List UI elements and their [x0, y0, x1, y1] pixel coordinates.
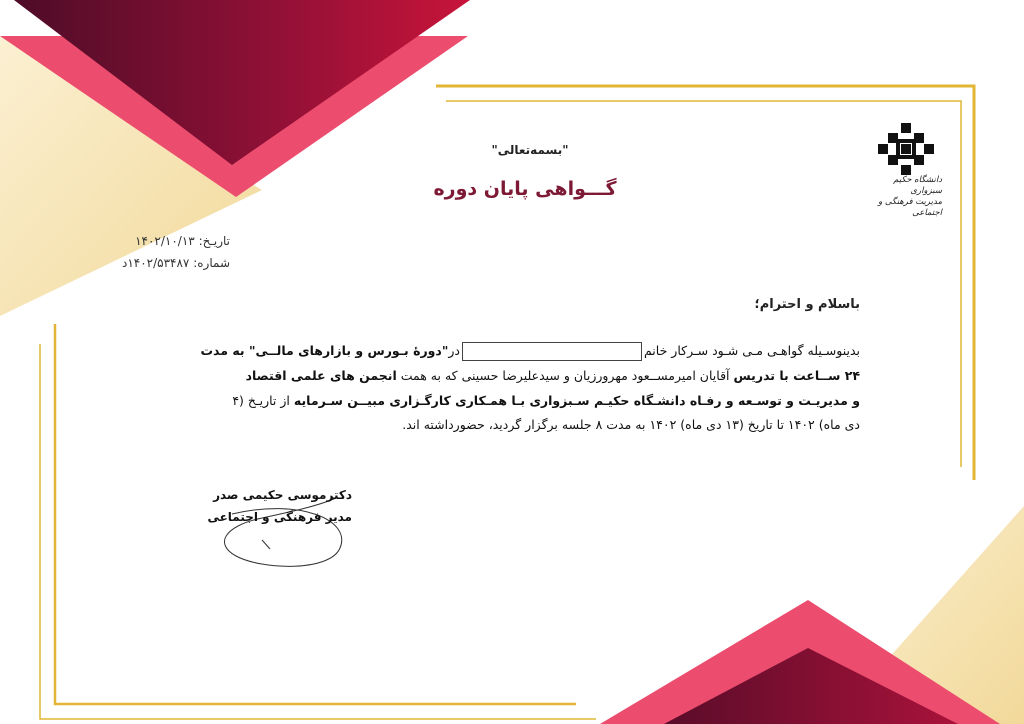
certificate-title: گـــواهی پایان دوره	[433, 178, 617, 200]
body-text: از تاریـخ (۴	[232, 393, 290, 408]
signatory-title: مدیر فرهنگی و اجتماعی	[207, 510, 352, 524]
number-line	[60, 256, 230, 270]
organizer-details: و مدیریـت و توسـعه و رفـاه دانشـگاه حکیـم سـبزواری بـا همـکاری کارگـزاری مبیــن سـرمایه	[293, 393, 860, 408]
university-emblem-icon	[878, 123, 934, 175]
signature-scribble	[224, 498, 341, 566]
redacted-name-box	[462, 342, 642, 361]
date-value: ۱۴۰۲/۱۰/۱۳	[135, 234, 195, 248]
course-duration: ۲۴ ســاعت با تدریس	[733, 368, 860, 383]
body-line-2	[245, 368, 860, 383]
body-line-4	[330, 417, 860, 432]
university-name: دانشگاه حکیم سبزواری	[893, 175, 942, 196]
university-logo	[862, 123, 942, 219]
course-name: "دورۀ بـورس و بازارهای مالــی" به مدت	[200, 343, 449, 358]
body-text: دی ماه) ۱۴۰۲ تا تاریخ (۱۳ دی ماه) ۱۴۰۲ به مدت ۸ جلسه برگزار گردید، حضورداشته اند.	[402, 417, 860, 432]
date-line	[60, 234, 230, 248]
signatory-name: دکترموسی حکیمی صدر	[213, 488, 352, 502]
body-text: آقایان امیرمســعود مهرورزیان و سیدعلیرضا حسینی که به همت	[400, 368, 730, 383]
greeting: باسلام و احترام؛	[754, 297, 860, 312]
number-label: شماره:	[193, 256, 230, 270]
number-value: ۱۴۰۲/۵۳۴۸۷د	[121, 256, 190, 270]
body-text: در	[448, 343, 460, 358]
body-text: بدینوسـیله گواهـی مـی شـود سـرکار خانم	[643, 343, 860, 358]
organizer-name: انجمن های علمی اقتصاد	[245, 368, 397, 383]
body-line-3	[232, 393, 860, 408]
university-department: مدیریت فرهنگی و اجتماعی	[878, 197, 942, 218]
date-label: تاریـخ:	[198, 234, 230, 248]
body-line-1	[200, 342, 860, 361]
bismillah-heading: "بسمه‌تعالی"	[491, 143, 569, 157]
